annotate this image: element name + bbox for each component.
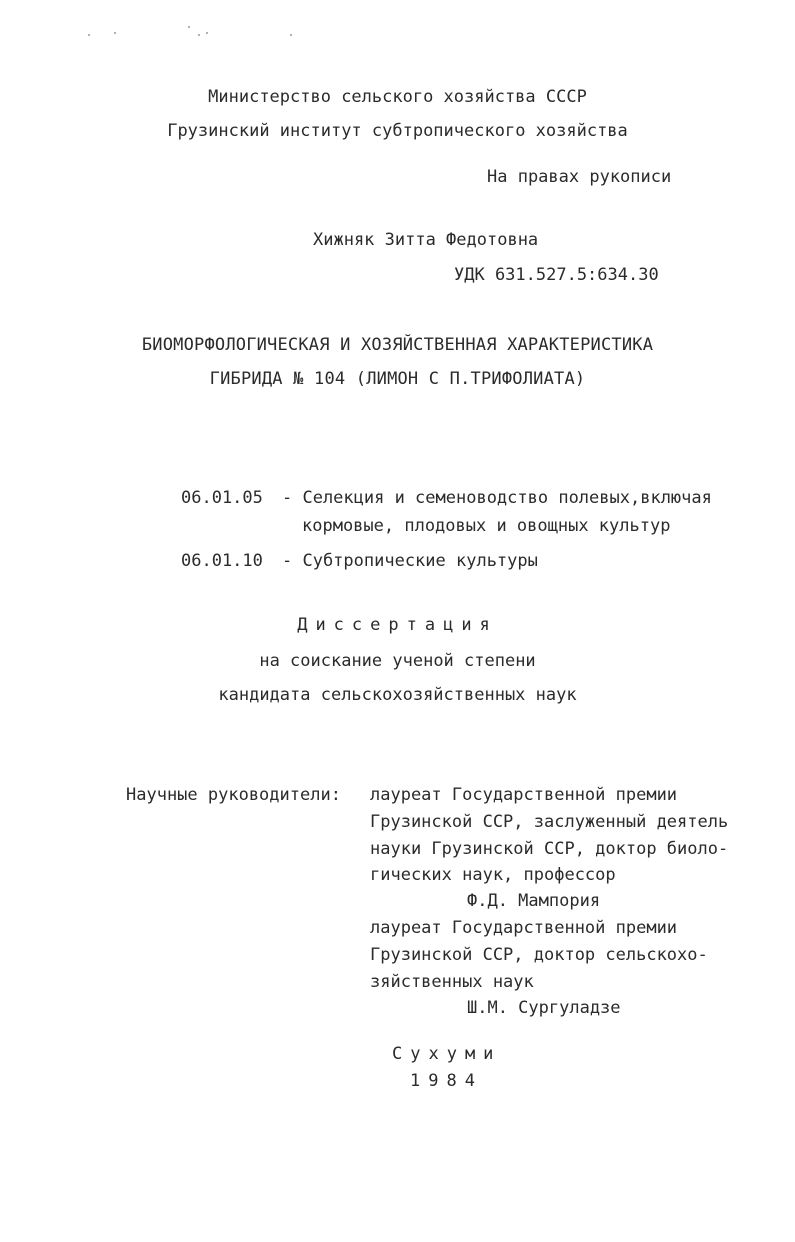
ministry-line: Министерство сельского хозяйства СССР	[208, 87, 587, 107]
city: Сухуми	[392, 1044, 502, 1064]
supervisor-2-line-3: зяйственных наук	[370, 972, 534, 992]
manuscript-note: На правах рукописи	[487, 167, 672, 187]
supervisor-1-line-1: лауреат Государственной премии	[370, 785, 678, 805]
degree-line-2: кандидата сельскохозяйственных наук	[218, 685, 577, 705]
supervisor-2-line-1: лауреат Государственной премии	[370, 918, 678, 938]
supervisor-1-name: Ф.Д. Мампория	[467, 891, 601, 911]
supervisor-2-name: Ш.М. Сургуладзе	[467, 998, 621, 1018]
dissertation-title-line-1: БИОМОРФОЛОГИЧЕСКАЯ И ХОЗЯЙСТВЕННАЯ ХАРАКТЕРИСТИКА	[141, 335, 654, 355]
degree-line-1: на соискание ученой степени	[259, 651, 536, 671]
supervisors-label: Научные руководители:	[126, 785, 341, 805]
supervisor-1-line-4: гических наук, профессор	[370, 865, 616, 885]
year: 1984	[410, 1071, 483, 1091]
dissertation-title-line-2: ГИБРИДА № 104 (ЛИМОН С П.ТРИФОЛИАТА)	[209, 369, 586, 389]
udc-code: УДК 631.527.5:634.30	[454, 265, 659, 285]
supervisor-1-line-2: Грузинской ССР, заслуженный деятель	[370, 812, 729, 832]
specialty-code-1: 06.01.05	[181, 488, 263, 508]
specialty-text-1a: - Селекция и семеноводство полевых,включая	[282, 488, 712, 508]
dissertation-heading: Диссертация	[297, 615, 498, 635]
specialty-text-1b: кормовые, плодовых и овощных культур	[302, 516, 671, 536]
author-name: Хижняк Зитта Федотовна	[313, 230, 539, 250]
specialty-text-2: - Субтропические культуры	[282, 551, 538, 571]
scan-specks	[80, 22, 320, 42]
supervisor-1-line-3: науки Грузинской ССР, доктор биоло-	[370, 839, 729, 859]
institute-line: Грузинский институт субтропического хозяйства	[167, 121, 628, 141]
supervisor-2-line-2: Грузинской ССР, доктор сельскохо-	[370, 945, 708, 965]
specialty-code-2: 06.01.10	[181, 551, 263, 571]
